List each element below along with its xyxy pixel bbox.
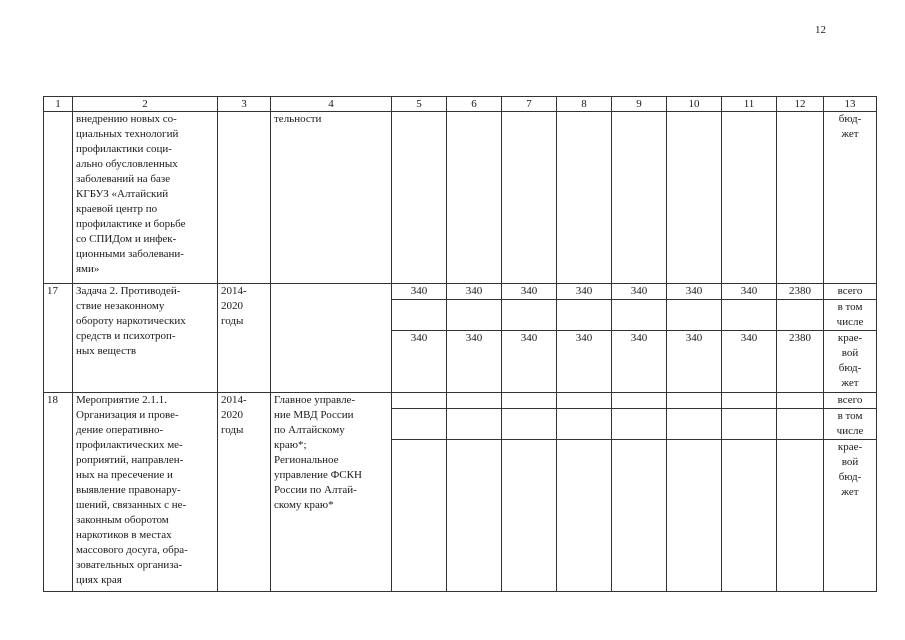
value-cell: 340 <box>502 284 557 300</box>
value-cell: 340 <box>392 331 447 393</box>
header-row <box>44 97 877 112</box>
row-number: 17 <box>44 284 73 393</box>
page-number: 12 <box>815 24 826 36</box>
table-row <box>44 112 877 284</box>
value-cell: 340 <box>722 284 777 300</box>
col-header: 7 <box>502 97 557 112</box>
col-header: 3 <box>218 97 271 112</box>
source-label: крае- вой бюд- жет <box>824 440 877 592</box>
executor: Главное управле- ние МВД России по Алтайскому краю*; Региональное управление ФСКН России по Алтай- скому краю* <box>271 393 392 592</box>
continuation-source: бюд- жет <box>824 112 877 284</box>
value-cell: 340 <box>502 331 557 393</box>
value-cell: 340 <box>612 284 667 300</box>
col-header: 10 <box>667 97 722 112</box>
value-cell: 340 <box>447 284 502 300</box>
value-cell: 340 <box>667 331 722 393</box>
row-number: 18 <box>44 393 73 592</box>
source-label: в том числе <box>824 409 877 440</box>
table-row <box>44 393 877 409</box>
col-header: 8 <box>557 97 612 112</box>
col-header: 13 <box>824 97 877 112</box>
value-cell: 340 <box>667 284 722 300</box>
value-cell: 2380 <box>777 284 824 300</box>
col-header: 9 <box>612 97 667 112</box>
value-cell: 340 <box>392 284 447 300</box>
col-header: 12 <box>777 97 824 112</box>
value-cell: 340 <box>557 284 612 300</box>
continuation-executor: тельности <box>271 112 392 284</box>
table-row <box>44 284 877 300</box>
continuation-name: внедрению новых со- циальных технологий профилактики соци- ально обусловленных заболеваний на базе КГБУЗ «Алтайский краевой центр по профилактике и борьбе со СПИДом и инфек- ционными заболевани- ями» <box>73 112 218 284</box>
col-header: 2 <box>73 97 218 112</box>
col-header: 6 <box>447 97 502 112</box>
period: 2014- 2020 годы <box>218 284 271 393</box>
executor <box>271 284 392 393</box>
budget-table <box>43 96 877 592</box>
value-cell: 340 <box>447 331 502 393</box>
source-label: всего <box>824 393 877 409</box>
value-cell: 340 <box>612 331 667 393</box>
source-label: крае- вой бюд- жет <box>824 331 877 393</box>
col-header: 1 <box>44 97 73 112</box>
source-label: всего <box>824 284 877 300</box>
value-cell: 2380 <box>777 331 824 393</box>
col-header: 5 <box>392 97 447 112</box>
task-name: Задача 2. Противодей- ствие незаконному обороту наркотических средств и психотроп- ных веществ <box>73 284 218 393</box>
col-header: 11 <box>722 97 777 112</box>
col-header: 4 <box>271 97 392 112</box>
value-cell: 340 <box>722 331 777 393</box>
period: 2014- 2020 годы <box>218 393 271 592</box>
source-label: в том числе <box>824 300 877 331</box>
activity-name: Мероприятие 2.1.1. Организация и прове- дение оперативно- профилактических ме- роприятий, направлен- ных на пресечение и выявление правонару- шений, связанных с не- законным оборотом наркотиков в местах массового досуга, обра- зовательных организа- циях края <box>73 393 218 592</box>
value-cell: 340 <box>557 331 612 393</box>
